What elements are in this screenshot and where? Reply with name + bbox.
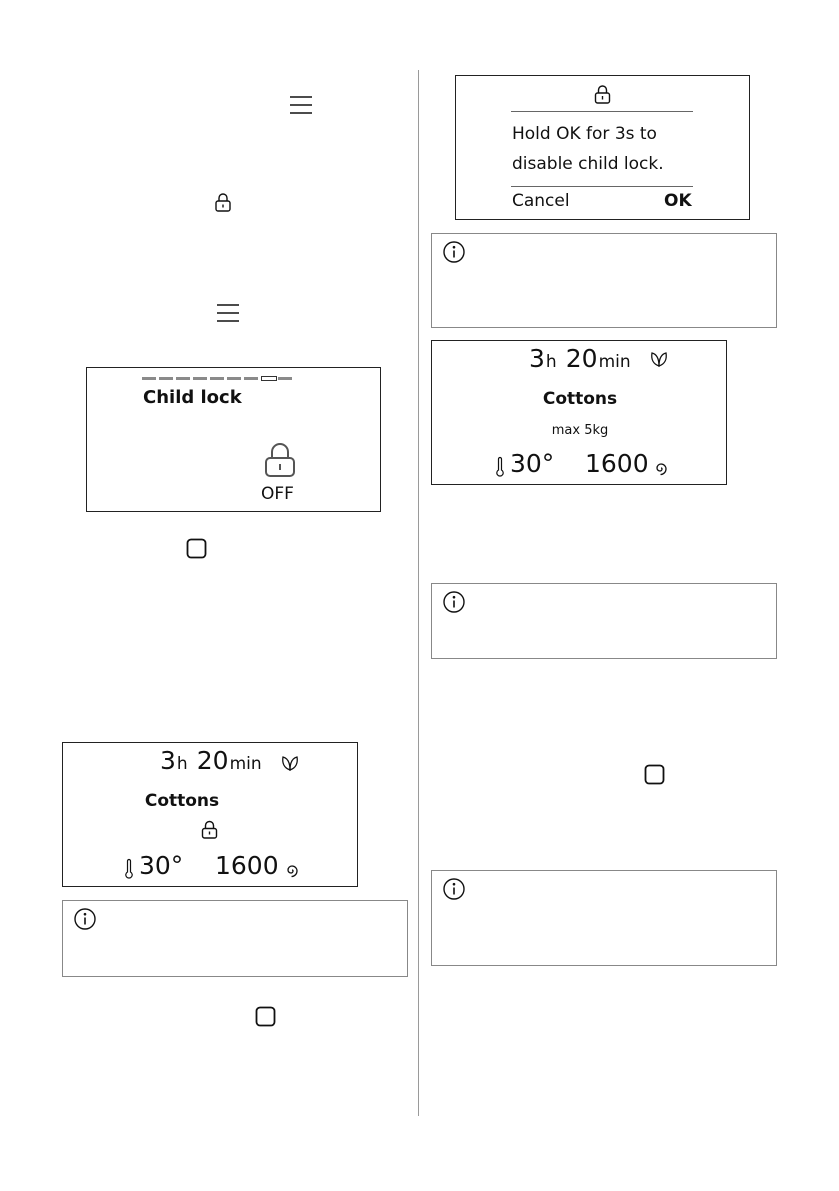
menu-progress-bar (142, 377, 312, 382)
progress-segment (142, 377, 156, 380)
time-hours: 3 (529, 344, 545, 373)
time-hours: 3 (160, 746, 176, 775)
square-button-icon (255, 1006, 276, 1027)
child-lock-dialog-screen (455, 75, 750, 220)
info-note (431, 233, 777, 328)
progress-segment (210, 377, 224, 380)
spin-value: 1600 (215, 851, 279, 880)
time-hours-unit: h (176, 754, 188, 774)
progress-segment (193, 377, 207, 380)
menu-icon (216, 303, 240, 323)
info-icon (442, 877, 466, 901)
program-name: Cottons (144, 791, 220, 811)
dialog-message-line1: Hold OK for 3s to (512, 124, 657, 144)
time-minutes-unit: min (598, 352, 631, 372)
child-lock-title: Child lock (143, 387, 242, 408)
progress-segment-active (261, 376, 277, 381)
dialog-ok-button[interactable]: OK (664, 191, 692, 211)
program-screen (431, 340, 727, 485)
spin-icon (285, 864, 299, 878)
time-minutes: 20 (196, 746, 229, 775)
info-note (62, 900, 408, 977)
progress-segment (159, 377, 173, 380)
program-time (160, 746, 262, 775)
info-note (431, 870, 777, 966)
spin-value: 1600 (585, 449, 649, 478)
square-button-icon (644, 764, 665, 785)
child-lock-status: OFF (261, 484, 294, 504)
temperature-value: 30° (139, 851, 184, 880)
temperature-value: 30° (510, 449, 555, 478)
progress-segment (227, 377, 241, 380)
child-lock-screen (86, 367, 381, 512)
progress-segment (278, 377, 292, 380)
menu-icon (289, 95, 313, 115)
dialog-top-divider (511, 111, 693, 112)
thermometer-icon (495, 456, 505, 478)
dialog-bottom-divider (511, 186, 693, 187)
time-hours-unit: h (545, 352, 557, 372)
thermometer-icon (124, 858, 134, 880)
spin-icon (654, 462, 668, 476)
column-divider (418, 70, 419, 1116)
program-time (529, 344, 631, 373)
leaf-icon (281, 755, 299, 771)
info-icon (442, 590, 466, 614)
lock-icon (201, 820, 218, 839)
time-minutes-unit: min (229, 754, 262, 774)
lock-icon (263, 442, 297, 478)
info-icon (442, 240, 466, 264)
dialog-cancel-button[interactable]: Cancel (512, 191, 570, 211)
program-name: Cottons (542, 389, 618, 409)
time-minutes: 20 (565, 344, 598, 373)
info-icon (73, 907, 97, 931)
square-button-icon (186, 538, 207, 559)
lock-icon (594, 84, 611, 104)
dialog-message-line2: disable child lock. (512, 154, 664, 174)
program-load: max 5kg (551, 423, 609, 438)
progress-segment (244, 377, 258, 380)
info-note (431, 583, 777, 659)
program-screen (62, 742, 358, 887)
progress-segment (176, 377, 190, 380)
leaf-icon (650, 351, 668, 367)
lock-icon (214, 192, 232, 212)
